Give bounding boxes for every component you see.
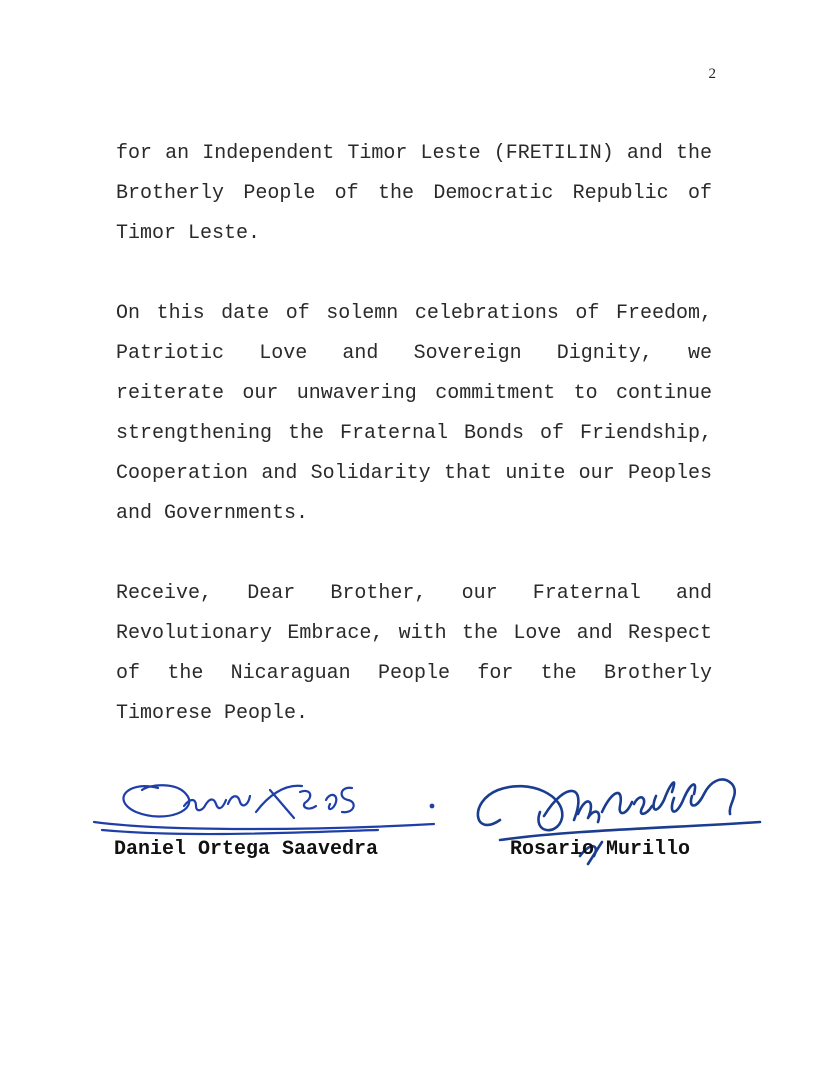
signature-ortega-image bbox=[88, 760, 448, 840]
paragraph-embrace: Receive, Dear Brother, our Fraternal and Revolutionary Embrace, with the Love and Respect of the Nicaraguan People for the Brotherly Timorese People. bbox=[116, 582, 712, 725]
signatory-name-ortega: Daniel Ortega Saavedra bbox=[114, 838, 379, 861]
signature-dot-icon bbox=[430, 804, 435, 809]
signature-block-murillo bbox=[470, 760, 770, 880]
signatory-name-murillo: Rosario Murillo bbox=[510, 838, 691, 861]
page-number: 2 bbox=[708, 66, 716, 82]
letter-body bbox=[116, 134, 712, 734]
paragraph-commitment: On this date of solemn celebrations of Freedom, Patriotic Love and Sovereign Dignity, we reiterate our unwavering commitment to continue strengthening the Fraternal Bonds of Friendship, Cooperation and Solidarity that unite our Peoples and Governments. bbox=[116, 302, 712, 525]
signature-block-ortega bbox=[88, 760, 448, 880]
paragraph-continuation: for an Independent Timor Leste (FRETILIN) and the Brotherly People of the Democratic Republic of Timor Leste. bbox=[116, 142, 712, 245]
